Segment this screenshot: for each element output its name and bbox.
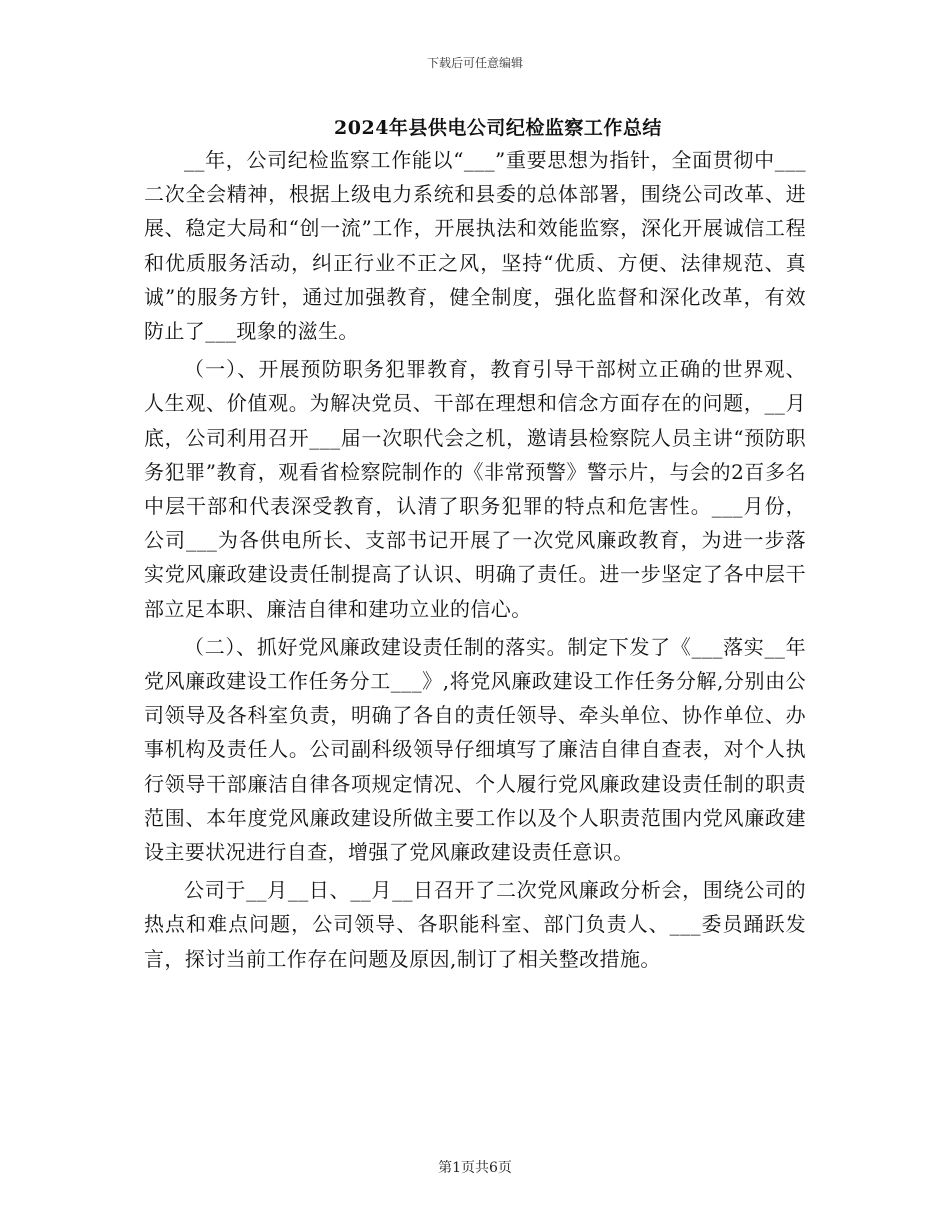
paragraph-section-1: （一）、开展预防职务犯罪教育，教育引导干部树立正确的世界观、人生观、价值观。为解决党员、干部在理想和信念方面存在的问题，__月底，公司利用召开___届一次职代会之机，邀请县检察院人员主讲“预防职务犯罪”教育，观看省检察院制作的《非常预警》警示片，与会的2百多名中层干部和代表深受教育，认清了职务犯罪的特点和危害性。___月份，公司___为各供电所长、支部书记开展了一次党风廉政教育，为进一步落实党风廉政建设责任制提高了认识、明确了责任。进一步坚定了各中层干部立足本职、廉洁自律和建功立业的信心。	[144, 357, 806, 621]
paragraph-meeting: 公司于__月__日、__月__日召开了二次党风廉政分析会，围绕公司的热点和难点问题，公司领导、各职能科室、部门负责人、___委员踊跃发言，探讨当前工作存在问题及原因,制订了相关整改措施。	[144, 878, 806, 971]
paragraph-section-2: （二）、抓好党风廉政建设责任制的落实。制定下发了《___落实__年党风廉政建设工作任务分工___》,将党风廉政建设工作任务分解,分别由公司领导及各科室负责，明确了各自的责任领导、牵头单位、协作单位、办事机构及责任人。公司副科级领导仔细填写了廉洁自律自查表，对个人执行领导干部廉洁自律各项规定情况、个人履行党风廉政建设责任制的职责范围、本年度党风廉政建设所做主要工作以及个人职责范围内党风廉政建设主要状况进行自查，增强了党风廉政建设责任意识。	[144, 634, 806, 865]
paragraph-intro: __年，公司纪检监察工作能以“___”重要思想为指针，全面贯彻中___二次全会精神，根据上级电力系统和县委的总体部署，围绕公司改革、进展、稳定大局和“创一流”工作，开展执法和效能监察，深化开展诚信工程和优质服务活动，纠正行业不正之风，坚持“优质、方便、法律规范、真诚”的服务方针，通过加强教育，健全制度，强化监督和深化改革，有效防止了___现象的滋生。	[144, 148, 806, 344]
page-number: 第1页共6页	[438, 1160, 512, 1176]
header-note: 下载后可任意编辑	[426, 56, 523, 70]
document-body	[144, 143, 806, 976]
document-title: 2024年县供电公司纪检监察工作总结	[334, 117, 662, 139]
